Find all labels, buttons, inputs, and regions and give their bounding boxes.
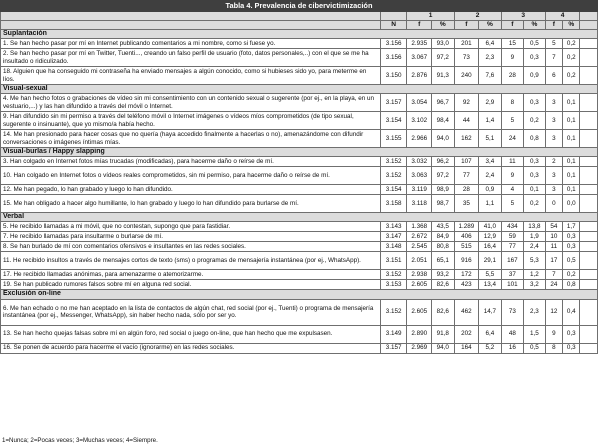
cell-pct3: 3,2 xyxy=(524,280,546,290)
table-row xyxy=(1,232,598,242)
cell-f1: 3.119 xyxy=(407,185,432,195)
cell-f2: 515 xyxy=(454,242,479,252)
level-header-row xyxy=(1,12,598,21)
cell-pct1: 91,3 xyxy=(432,67,455,85)
cell-f1: 2.605 xyxy=(407,299,432,325)
cell-f2: 916 xyxy=(454,252,479,270)
cell-f2: 35 xyxy=(454,195,479,213)
cell-n: 3.154 xyxy=(380,112,407,130)
cell-f1: 2.876 xyxy=(407,67,432,85)
cell-f4: 11 xyxy=(545,242,562,252)
cell-f3: 16 xyxy=(501,343,524,353)
cell-f3: 77 xyxy=(501,242,524,252)
cell-pct3: 0,5 xyxy=(524,343,546,353)
cell-extra xyxy=(580,167,598,185)
cell-f3: 11 xyxy=(501,157,524,167)
cell-pct3: 0,2 xyxy=(524,195,546,213)
header-blank xyxy=(1,21,381,30)
cell-f1: 3.102 xyxy=(407,112,432,130)
item-text: 17. He recibido llamadas anónimas, para amenazarme o atemorizarme. xyxy=(1,270,381,280)
cell-n: 3.156 xyxy=(380,39,407,49)
item-text: 7. He recibido llamadas para insultarme o burlarse de mí. xyxy=(1,232,381,242)
cell-n: 3.152 xyxy=(380,270,407,280)
cell-extra xyxy=(580,232,598,242)
cell-n: 3.143 xyxy=(380,222,407,232)
cell-f2: 201 xyxy=(454,39,479,49)
table-row xyxy=(1,94,598,112)
cell-f2: 172 xyxy=(454,270,479,280)
table-title: Tabla 4. Prevalencia de cibervictimización xyxy=(1,1,598,12)
cell-pct3: 2,4 xyxy=(524,242,546,252)
table-row xyxy=(1,270,598,280)
cell-pct3: 0,2 xyxy=(524,112,546,130)
cell-extra xyxy=(580,39,598,49)
cell-pct4: 0,3 xyxy=(563,325,580,343)
section-row xyxy=(1,213,598,222)
cell-pct1: 97,2 xyxy=(432,167,455,185)
header-f: f xyxy=(454,21,479,30)
header-blank xyxy=(380,12,407,21)
cell-pct2: 41,0 xyxy=(479,222,502,232)
cell-pct3: 0,5 xyxy=(524,39,546,49)
cell-f3: 5 xyxy=(501,195,524,213)
cell-pct3: 0,3 xyxy=(524,94,546,112)
cell-pct4: 0,3 xyxy=(563,232,580,242)
cell-pct4: 0,3 xyxy=(563,242,580,252)
column-header-row xyxy=(1,21,598,30)
item-text: 12. Me han pegado, lo han grabado y luego lo han difundido. xyxy=(1,185,381,195)
cell-extra xyxy=(580,325,598,343)
header-f: f xyxy=(501,21,524,30)
table-row xyxy=(1,195,598,213)
item-text: 14. Me han presionado para hacer cosas que no quería (haya accedido finalmente a hacerlas o no), amenazándome con difundir conversaciones o imágenes íntimas mías. xyxy=(1,130,381,148)
cell-f1: 2.890 xyxy=(407,325,432,343)
cell-f4: 3 xyxy=(545,167,562,185)
cell-n: 3.152 xyxy=(380,299,407,325)
header-pct: % xyxy=(479,21,502,30)
cell-f3: 37 xyxy=(501,270,524,280)
header-n: N xyxy=(380,21,407,30)
cell-pct3: 13,8 xyxy=(524,222,546,232)
cell-pct4: 0,1 xyxy=(563,167,580,185)
cell-f4: 8 xyxy=(545,343,562,353)
table-row xyxy=(1,67,598,85)
cell-pct4: 0,5 xyxy=(563,252,580,270)
cell-f4: 3 xyxy=(545,185,562,195)
cell-pct1: 65,1 xyxy=(432,252,455,270)
cell-pct4: 0,2 xyxy=(563,270,580,280)
cell-n: 3.151 xyxy=(380,252,407,270)
cell-f2: 462 xyxy=(454,299,479,325)
cell-pct2: 3,4 xyxy=(479,157,502,167)
header-f: f xyxy=(545,21,562,30)
item-text: 8. Se han burlado de mí con comentarios ofensivos e insultantes en las redes sociales. xyxy=(1,242,381,252)
cell-n: 3.157 xyxy=(380,343,407,353)
table-row xyxy=(1,185,598,195)
cell-f4: 17 xyxy=(545,252,562,270)
cell-f3: 28 xyxy=(501,67,524,85)
table-row xyxy=(1,222,598,232)
cell-f2: 423 xyxy=(454,280,479,290)
cell-pct4: 0,1 xyxy=(563,185,580,195)
cell-pct3: 5,3 xyxy=(524,252,546,270)
header-pct: % xyxy=(563,21,580,30)
cell-extra xyxy=(580,299,598,325)
cell-extra xyxy=(580,112,598,130)
cell-n: 3.156 xyxy=(380,49,407,67)
cell-pct2: 2,3 xyxy=(479,49,502,67)
cell-f2: 1.289 xyxy=(454,222,479,232)
cell-pct2: 7,6 xyxy=(479,67,502,85)
cell-pct1: 98,4 xyxy=(432,112,455,130)
cell-f1: 3.032 xyxy=(407,157,432,167)
cell-extra xyxy=(580,343,598,353)
cell-f1: 3.067 xyxy=(407,49,432,67)
cell-f1: 2.605 xyxy=(407,280,432,290)
table-row xyxy=(1,49,598,67)
header-blank xyxy=(580,12,598,21)
cell-f3: 24 xyxy=(501,130,524,148)
cell-f1: 2.966 xyxy=(407,130,432,148)
cell-f3: 434 xyxy=(501,222,524,232)
cell-f2: 44 xyxy=(454,112,479,130)
table-title-row xyxy=(1,1,598,12)
cell-f2: 92 xyxy=(454,94,479,112)
cell-f1: 3.063 xyxy=(407,167,432,185)
cell-pct1: 84,9 xyxy=(432,232,455,242)
section-row xyxy=(1,85,598,94)
table-row xyxy=(1,299,598,325)
cell-pct3: 1,5 xyxy=(524,325,546,343)
cell-f2: 202 xyxy=(454,325,479,343)
cell-pct2: 12,9 xyxy=(479,232,502,242)
cell-f3: 9 xyxy=(501,167,524,185)
cell-pct3: 1,9 xyxy=(524,232,546,242)
cell-f2: 406 xyxy=(454,232,479,242)
cell-f4: 3 xyxy=(545,130,562,148)
section-label: Visual-sexual xyxy=(1,85,598,94)
cell-pct1: 98,9 xyxy=(432,185,455,195)
item-text: 6. Me han echado o no me han aceptado en la lista de contactos de algún chat, red social (por ej., Tuenti) o programa de mensajería instantánea (por ej., Messenger, WhatsApp), sin haber hecho nada, sólo por ser yo. xyxy=(1,299,381,325)
cell-pct4: 0,1 xyxy=(563,112,580,130)
cell-f3: 15 xyxy=(501,39,524,49)
item-text: 18. Alguien que ha conseguido mi contraseña ha enviado mensajes a algún conocido, como si hubieses sido yo, para meterme en líos. xyxy=(1,67,381,85)
cell-pct1: 80,8 xyxy=(432,242,455,252)
cell-n: 3.154 xyxy=(380,185,407,195)
cell-pct2: 5,5 xyxy=(479,270,502,280)
cell-n: 3.148 xyxy=(380,242,407,252)
cell-f3: 73 xyxy=(501,299,524,325)
cell-extra xyxy=(580,94,598,112)
cell-f4: 5 xyxy=(545,39,562,49)
cell-pct4: 0,3 xyxy=(563,343,580,353)
cell-f4: 9 xyxy=(545,325,562,343)
cell-f1: 2.938 xyxy=(407,270,432,280)
section-row xyxy=(1,290,598,299)
cell-extra xyxy=(580,270,598,280)
item-text: 19. Se han publicado rumores falsos sobre mí en alguna red social. xyxy=(1,280,381,290)
cell-extra xyxy=(580,130,598,148)
section-label: Visual-burlas / Happy slapping xyxy=(1,148,598,157)
cell-f3: 8 xyxy=(501,94,524,112)
item-text: 3. Han colgado en Internet fotos mías trucadas (modificadas), para hacerme daño o reírse de mí. xyxy=(1,157,381,167)
header-level-2: 2 xyxy=(454,12,501,21)
cell-pct3: 0,8 xyxy=(524,130,546,148)
cell-pct1: 43,5 xyxy=(432,222,455,232)
table-row xyxy=(1,325,598,343)
cell-pct4: 0,1 xyxy=(563,94,580,112)
cell-n: 3.157 xyxy=(380,94,407,112)
cell-pct3: 0,9 xyxy=(524,67,546,85)
cell-f4: 54 xyxy=(545,222,562,232)
cell-pct1: 94,0 xyxy=(432,343,455,353)
cell-extra xyxy=(580,222,598,232)
cell-pct3: 0,3 xyxy=(524,167,546,185)
cell-pct2: 5,2 xyxy=(479,343,502,353)
cell-pct3: 0,1 xyxy=(524,185,546,195)
table-row xyxy=(1,157,598,167)
cell-pct2: 1,4 xyxy=(479,112,502,130)
table-row xyxy=(1,252,598,270)
cell-pct1: 82,6 xyxy=(432,299,455,325)
cell-pct2: 6,4 xyxy=(479,325,502,343)
cell-f1: 2.969 xyxy=(407,343,432,353)
cell-pct4: 0,0 xyxy=(563,195,580,213)
cell-f2: 240 xyxy=(454,67,479,85)
header-pct: % xyxy=(432,21,455,30)
cell-n: 3.152 xyxy=(380,167,407,185)
cell-pct1: 96,2 xyxy=(432,157,455,167)
header-level-1: 1 xyxy=(407,12,454,21)
section-row xyxy=(1,148,598,157)
cell-f4: 12 xyxy=(545,299,562,325)
item-text: 15. Me han obligado a hacer algo humillante, lo han grabado y luego lo han difundido para burlarse de mí. xyxy=(1,195,381,213)
cell-pct4: 0,4 xyxy=(563,299,580,325)
cell-extra xyxy=(580,252,598,270)
table-row xyxy=(1,167,598,185)
table-row xyxy=(1,39,598,49)
cell-f3: 5 xyxy=(501,112,524,130)
cell-pct3: 0,3 xyxy=(524,157,546,167)
cell-f1: 3.118 xyxy=(407,195,432,213)
cell-extra xyxy=(580,185,598,195)
cell-pct2: 2,9 xyxy=(479,94,502,112)
section-row xyxy=(1,30,598,39)
cell-pct2: 14,7 xyxy=(479,299,502,325)
cell-n: 3.153 xyxy=(380,280,407,290)
cell-f1: 2.051 xyxy=(407,252,432,270)
cell-pct3: 2,3 xyxy=(524,299,546,325)
item-text: 1. Se han hecho pasar por mí en Internet publicando comentarios a mi nombre, como si fuese yo. xyxy=(1,39,381,49)
cell-pct1: 98,7 xyxy=(432,195,455,213)
cell-pct2: 1,1 xyxy=(479,195,502,213)
cell-pct2: 29,1 xyxy=(479,252,502,270)
cell-f3: 167 xyxy=(501,252,524,270)
cell-extra xyxy=(580,67,598,85)
cell-pct2: 16,4 xyxy=(479,242,502,252)
cell-f4: 10 xyxy=(545,232,562,242)
cell-f1: 2.545 xyxy=(407,242,432,252)
cell-pct1: 96,7 xyxy=(432,94,455,112)
cell-n: 3.149 xyxy=(380,325,407,343)
header-blank xyxy=(580,21,598,30)
item-text: 13. Se han hecho quejas falsas sobre mí en algún foro, red social o juego on-line, que han hecho que me expulsasen. xyxy=(1,325,381,343)
cell-pct4: 0,2 xyxy=(563,49,580,67)
cell-pct4: 0,1 xyxy=(563,157,580,167)
cell-extra xyxy=(580,49,598,67)
cell-pct1: 93,0 xyxy=(432,39,455,49)
header-blank xyxy=(1,12,381,21)
header-level-4: 4 xyxy=(545,12,580,21)
cell-f2: 77 xyxy=(454,167,479,185)
cell-pct2: 2,4 xyxy=(479,167,502,185)
header-level-3: 3 xyxy=(501,12,545,21)
cell-n: 3.155 xyxy=(380,130,407,148)
legend-footnote: 1=Nunca; 2=Pocas veces; 3=Muchas veces; 4=Siempre. xyxy=(2,437,158,444)
cell-f4: 6 xyxy=(545,67,562,85)
item-text: 9. Han difundido sin mi permiso a través del teléfono móvil o Internet imágenes o vídeos míos comprometidos (de tipo sexual, sugerente o insinuante), que yo mismo/a había hecho. xyxy=(1,112,381,130)
table-row xyxy=(1,343,598,353)
item-text: 5. He recibido llamadas a mi móvil, que no contestan, supongo que para fastidiar. xyxy=(1,222,381,232)
cell-pct2: 13,4 xyxy=(479,280,502,290)
cell-f3: 59 xyxy=(501,232,524,242)
cell-f2: 28 xyxy=(454,185,479,195)
cell-extra xyxy=(580,195,598,213)
cell-pct1: 82,6 xyxy=(432,280,455,290)
item-text: 4. Me han hecho fotos o grabaciones de vídeo sin mi consentimiento con un contenido sexual o sugerente (por ej., en la playa, en un vestuario,...) y las han difundido a través del móvil o Internet. xyxy=(1,94,381,112)
cell-f4: 2 xyxy=(545,157,562,167)
cell-pct1: 97,2 xyxy=(432,49,455,67)
cell-extra xyxy=(580,280,598,290)
cell-f1: 3.054 xyxy=(407,94,432,112)
cell-pct1: 93,2 xyxy=(432,270,455,280)
cell-n: 3.158 xyxy=(380,195,407,213)
cell-f4: 24 xyxy=(545,280,562,290)
cell-pct4: 0,2 xyxy=(563,39,580,49)
cell-f4: 7 xyxy=(545,49,562,67)
header-pct: % xyxy=(524,21,546,30)
table-row xyxy=(1,130,598,148)
cell-f4: 7 xyxy=(545,270,562,280)
header-f: f xyxy=(407,21,432,30)
cell-n: 3.150 xyxy=(380,67,407,85)
cell-f2: 107 xyxy=(454,157,479,167)
section-label: Suplantación xyxy=(1,30,598,39)
cell-pct4: 1,7 xyxy=(563,222,580,232)
cell-f2: 162 xyxy=(454,130,479,148)
cell-f4: 0 xyxy=(545,195,562,213)
cell-pct2: 0,9 xyxy=(479,185,502,195)
cell-f2: 73 xyxy=(454,49,479,67)
cell-pct3: 1,2 xyxy=(524,270,546,280)
cell-f3: 48 xyxy=(501,325,524,343)
cell-pct4: 0,2 xyxy=(563,67,580,85)
cell-f1: 1.368 xyxy=(407,222,432,232)
cell-pct2: 5,1 xyxy=(479,130,502,148)
cell-extra xyxy=(580,242,598,252)
cell-f3: 9 xyxy=(501,49,524,67)
section-label: Verbal xyxy=(1,213,598,222)
cell-f3: 101 xyxy=(501,280,524,290)
table-row xyxy=(1,242,598,252)
item-text: 2. Se han hecho pasar por mí en Twitter, Tuenti..., creando un falso perfil de usuario (foto, datos personales,..) con el que se me ha insultado o ridiculizado. xyxy=(1,49,381,67)
section-label: Exclusión on-line xyxy=(1,290,598,299)
cell-f4: 3 xyxy=(545,94,562,112)
table-row xyxy=(1,112,598,130)
cell-pct4: 0,8 xyxy=(563,280,580,290)
item-text: 10. Han colgado en Internet fotos o vídeos reales comprometidos, sin mi permiso, para hacerme daño o reírse de mí. xyxy=(1,167,381,185)
cell-f2: 164 xyxy=(454,343,479,353)
cell-f3: 4 xyxy=(501,185,524,195)
cell-f1: 2.935 xyxy=(407,39,432,49)
cell-pct1: 94,0 xyxy=(432,130,455,148)
cell-f1: 2.672 xyxy=(407,232,432,242)
cell-n: 3.147 xyxy=(380,232,407,242)
cell-extra xyxy=(580,157,598,167)
cell-pct3: 0,3 xyxy=(524,49,546,67)
cell-pct4: 0,1 xyxy=(563,130,580,148)
cell-pct1: 91,8 xyxy=(432,325,455,343)
table-row xyxy=(1,280,598,290)
item-text: 16. Se ponen de acuerdo para hacerme el vacío (ignorarme) en las redes sociales. xyxy=(1,343,381,353)
item-text: 11. He recibido insultos a través de mensajes cortos de texto (sms) o programas de mensajería instantánea (por ej., WhatsApp). xyxy=(1,252,381,270)
cell-f4: 3 xyxy=(545,112,562,130)
cell-pct2: 6,4 xyxy=(479,39,502,49)
cell-n: 3.152 xyxy=(380,157,407,167)
